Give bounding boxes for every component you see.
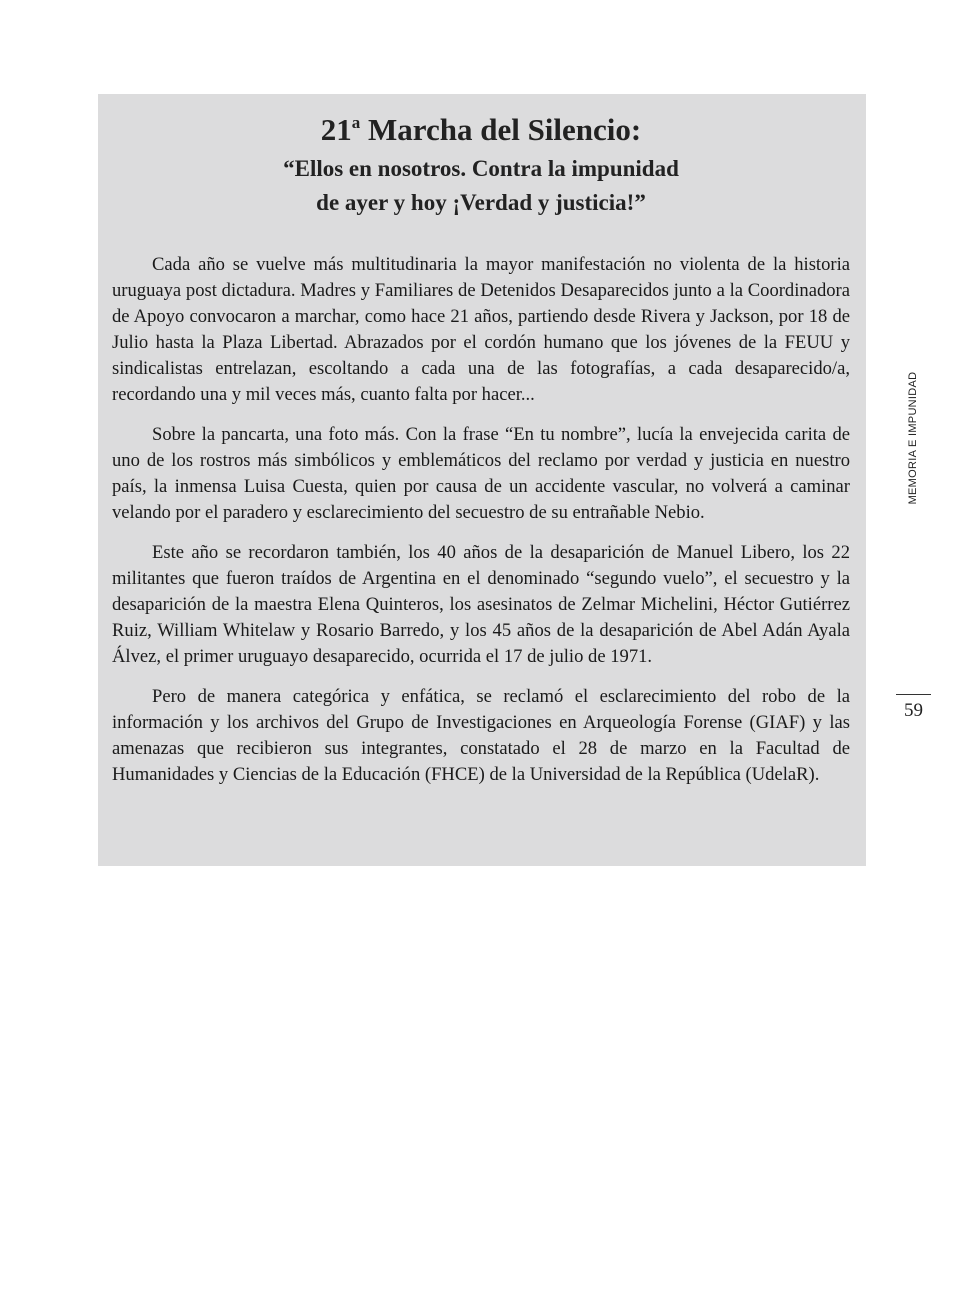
subtitle-line-1: “Ellos en nosotros. Contra la impunidad: [283, 156, 679, 181]
page-number: 59: [904, 700, 923, 721]
paragraph-3: Este año se recordaron también, los 40 años de la desaparición de Manuel Libero, los 22 militantes que fueron traídos de Argentina en el denominado “segundo vuelo”, el secuestro y la desaparición de la maestra Elena Quinteros, los asesinatos de Zelmar Michelini, Héctor Gutiérrez Ruiz, William Whitelaw y Rosario Barredo, y los 45 años de la desaparición de Abel Adán Ayala Álvez, el primer uruguayo desaparecido, ocurrida el 17 de julio de 1971.: [112, 542, 850, 667]
paragraph-4: Pero de manera categórica y enfática, se reclamó el esclarecimiento del robo de la información y los archivos del Grupo de Investigaciones en Arqueología Forense (GIAF) y las amenazas que recibieron sus integrantes, constatado el 28 de marzo en la Facultad de Humanidades y Ciencias de la Educación (FHCE) de la Universidad de la República (UdelaR).: [112, 686, 850, 785]
article-box: [98, 94, 866, 866]
page-number-rule: [896, 694, 931, 695]
subtitle-line-2: de ayer y hoy ¡Verdad y justicia!”: [316, 190, 646, 215]
article-body: [112, 252, 850, 788]
article-title: [112, 112, 850, 148]
paragraph-2: Sobre la pancarta, una foto más. Con la frase “En tu nombre”, lucía la envejecida carita de uno de los rostros más simbólicos y emblemáticos del reclamo por verdad y justicia en nuestro país, la inmensa Luisa Cuesta, quien por causa de un accidente vascular, no volverá a caminar velando por el paradero y esclarecimiento del secuestro de su entrañable Nebio.: [112, 424, 850, 523]
title-number: 21: [320, 112, 352, 147]
title-superscript: a: [351, 113, 361, 132]
section-side-label: MEMORIA E IMPUNIDAD: [907, 371, 919, 505]
article-subtitle: [112, 152, 850, 220]
title-text: Marcha del Silencio:: [360, 112, 642, 147]
paragraph-1: Cada año se vuelve más multitudinaria la mayor manifestación no violenta de la historia uruguaya post dictadura. Madres y Familiares de Detenidos Desaparecidos junto a la Coordinadora de Apoyo convocaron a marchar, como hace 21 años, partiendo desde Rivera y Jackson, por 18 de Julio hasta la Plaza Libertad. Abrazados por el cordón humano que los jóvenes de la FEUU y sindicalistas entrelazan, escoltando a cada una de las fotografías, a cada desaparecido/a, recordando una y mil veces más, cuanto falta por hacer...: [112, 254, 850, 405]
